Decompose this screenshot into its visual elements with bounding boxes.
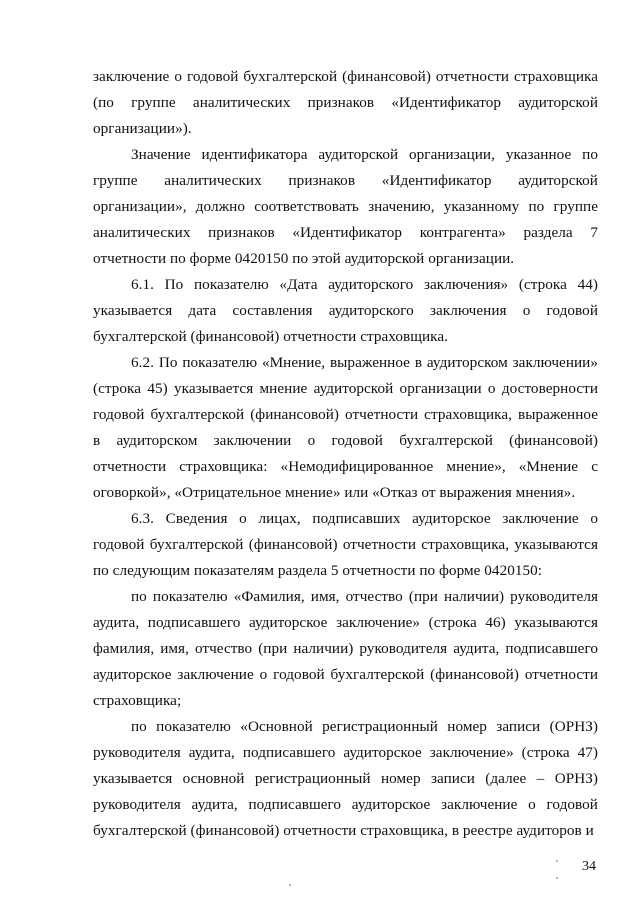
paragraph-identifier: Значение идентификатора аудиторской организации, указанное по группе аналитических признаков «Идентификатор аудиторской организации», должно соответствовать значению, указанному по группе аналитических признаков «Идентификатор контрагента» раздела 7 отчетности по форме 0420150 по этой аудиторской организации. <box>93 146 598 267</box>
paragraph-6-1: 6.1. По показателю «Дата аудиторского заключения» (строка 44) указывается дата составления аудиторского заключения о годовой бухгалтерской (финансовой) отчетности страховщика. <box>93 276 598 345</box>
scan-artifact-dot <box>556 860 558 862</box>
body-text <box>93 64 598 844</box>
paragraph-6-3-b: по показателю «Основной регистрационный номер записи (ОРНЗ) руководителя аудита, подписавшего аудиторское заключение» (строка 47) указывается основной регистрационный номер записи (далее – ОРНЗ) руководителя аудита, подписавшего аудиторское заключение о годовой бухгалтерской (финансовой) отчетности страховщика, в реестре аудиторов и <box>93 718 598 839</box>
scan-artifact-dot <box>556 877 558 879</box>
paragraph-6-3-a: по показателю «Фамилия, имя, отчество (при наличии) руководителя аудита, подписавшего аудиторское заключение» (строка 46) указываются фамилия, имя, отчество (при наличии) руководителя аудита, подписавшего аудиторское заключение о годовой бухгалтерской (финансовой) отчетности страховщика; <box>93 588 598 709</box>
paragraph-intro: заключение о годовой бухгалтерской (финансовой) отчетности страховщика (по группе аналитических признаков «Идентификатор аудиторской организации»). <box>93 68 598 137</box>
page-number: 34 <box>582 859 596 874</box>
paragraph-6-2: 6.2. По показателю «Мнение, выраженное в аудиторском заключении» (строка 45) указывается мнение аудиторской организации о достоверности годовой бухгалтерской (финансовой) отчетности страховщика, выраженное в аудиторском заключении о годовой бухгалтерской (финансовой) отчетности страховщика: «Немодифицированное мнение», «Мнение с оговоркой», «Отрицательное мнение» или «Отказ от выражения мнения». <box>93 354 598 501</box>
scan-artifact-dot <box>289 884 291 886</box>
paragraph-6-3: 6.3. Сведения о лицах, подписавших аудиторское заключение о годовой бухгалтерской (финансовой) отчетности страховщика, указываются по следующим показателям раздела 5 отчетности по форме 0420150: <box>93 510 598 579</box>
